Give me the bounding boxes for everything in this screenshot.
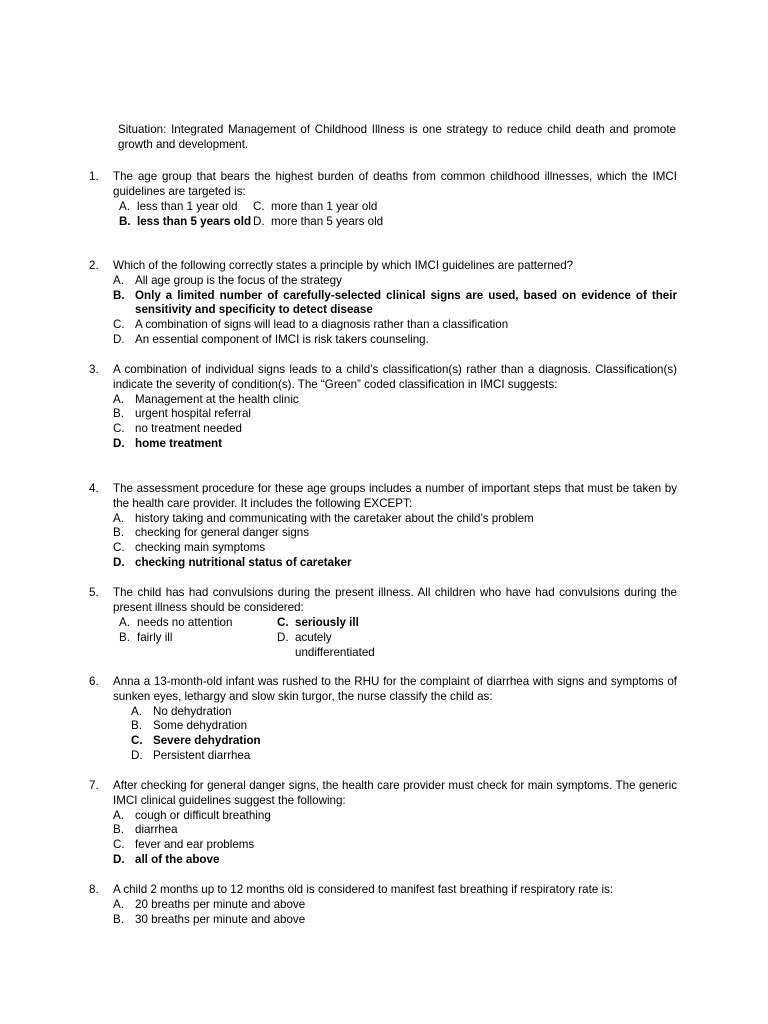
option-d-correct: D. checking nutritional status of caretaker xyxy=(113,555,352,569)
question-number: 1. xyxy=(89,170,99,183)
question-number: 5. xyxy=(89,586,99,599)
options-grid xyxy=(119,616,677,661)
option-a: A. cough or difficult breathing xyxy=(113,808,271,822)
option-d: D. An essential component of IMCI is risk takers counseling. xyxy=(113,332,429,346)
question-number: 8. xyxy=(89,883,99,896)
option-b: B. Some dehydration xyxy=(131,719,248,733)
question-text: The assessment procedure for these age groups includes a number of important steps that must be taken by the health care provider. It includes the following EXCEPT: xyxy=(113,482,677,510)
question-number: 2. xyxy=(89,259,99,272)
question-text: The age group that bears the highest burden of deaths from common childhood illnesses, which the IMCI guidelines are targeted is: xyxy=(113,170,677,198)
option-b: B. checking for general danger signs xyxy=(113,526,310,540)
option-a: A. needs no attention xyxy=(119,615,233,629)
question-number: 4. xyxy=(89,482,99,495)
option-a: A. less than 1 year old xyxy=(119,199,238,213)
question-number: 6. xyxy=(89,675,99,688)
option-c-correct: C. seriously ill xyxy=(277,615,359,629)
option-b-correct: B. less than 5 years old xyxy=(119,214,252,228)
option-c: C. no treatment needed xyxy=(113,422,242,436)
question-text: A combination of individual signs leads to a child’s classification(s) rather than a diagnosis. Classification(s) indicate the severity of condition(s). The “Green” coded classification in IMCI suggests: xyxy=(113,363,677,391)
options-grid xyxy=(119,200,677,245)
question-5 xyxy=(89,586,677,661)
question-text: The child has had convulsions during the present illness. All children who have had convulsions during the present illness should be considered: xyxy=(113,586,677,614)
option-c-correct: C. Severe dehydration xyxy=(131,734,261,748)
option-a: A. No dehydration xyxy=(131,704,232,718)
question-1 xyxy=(89,170,677,245)
question-text: Which of the following correctly states a principle by which IMCI guidelines are patterned? xyxy=(113,259,574,272)
option-b-correct: B. Only a limited number of carefully-selected clinical signs are used, based on evidence of their sensitivity and specificity to detect disease xyxy=(113,288,677,317)
option-c: C. checking main symptoms xyxy=(113,541,266,555)
option-b: B. urgent hospital referral xyxy=(113,407,251,421)
option-a: A. All age group is the focus of the strategy xyxy=(113,273,342,287)
options-list xyxy=(113,393,677,452)
option-d-correct: D. all of the above xyxy=(113,852,220,866)
question-number: 7. xyxy=(89,779,99,792)
option-d: D. acutely xyxy=(277,630,332,644)
option-b: B. 30 breaths per minute and above xyxy=(113,912,306,926)
situation-paragraph: Situation: Integrated Management of Childhood Illness is one strategy to reduce child death and promote growth and development. xyxy=(118,123,676,151)
option-c: C. fever and ear problems xyxy=(113,838,255,852)
option-a: A. Management at the health clinic xyxy=(113,392,299,406)
question-2 xyxy=(89,259,677,348)
option-b: B. diarrhea xyxy=(113,823,178,837)
question-4 xyxy=(89,482,677,571)
question-6 xyxy=(89,675,677,764)
question-7 xyxy=(89,779,677,868)
question-number: 3. xyxy=(89,363,99,376)
options-list xyxy=(131,705,677,764)
options-list xyxy=(113,898,677,928)
option-a: A. 20 breaths per minute and above xyxy=(113,897,306,911)
question-text: After checking for general danger signs, the health care provider must check for main symptoms. The generic IMCI clinical guidelines suggest the following: xyxy=(113,779,677,807)
option-a: A. history taking and communicating with the caretaker about the child’s problem xyxy=(113,511,534,525)
question-8 xyxy=(89,883,677,927)
option-b: B. fairly ill xyxy=(119,630,173,644)
question-text: A child 2 months up to 12 months old is considered to manifest fast breathing if respiratory rate is: xyxy=(113,883,614,896)
question-3 xyxy=(89,363,677,452)
option-c: C. more than 1 year old xyxy=(253,199,378,213)
option-c: C. A combination of signs will lead to a diagnosis rather than a classification xyxy=(113,318,509,332)
option-d-correct: D. home treatment xyxy=(113,436,222,450)
options-list xyxy=(113,512,677,571)
option-d: D. Persistent diarrhea xyxy=(131,748,251,762)
option-d: D. more than 5 years old xyxy=(253,214,384,228)
options-list xyxy=(113,274,677,348)
options-list xyxy=(113,809,677,868)
question-text: Anna a 13-month-old infant was rushed to the RHU for the complaint of diarrhea with signs and symptoms of sunken eyes, lethargy and slow skin turgor, the nurse classify the child as: xyxy=(113,675,677,703)
option-d-continued: undifferentiated xyxy=(295,645,375,659)
